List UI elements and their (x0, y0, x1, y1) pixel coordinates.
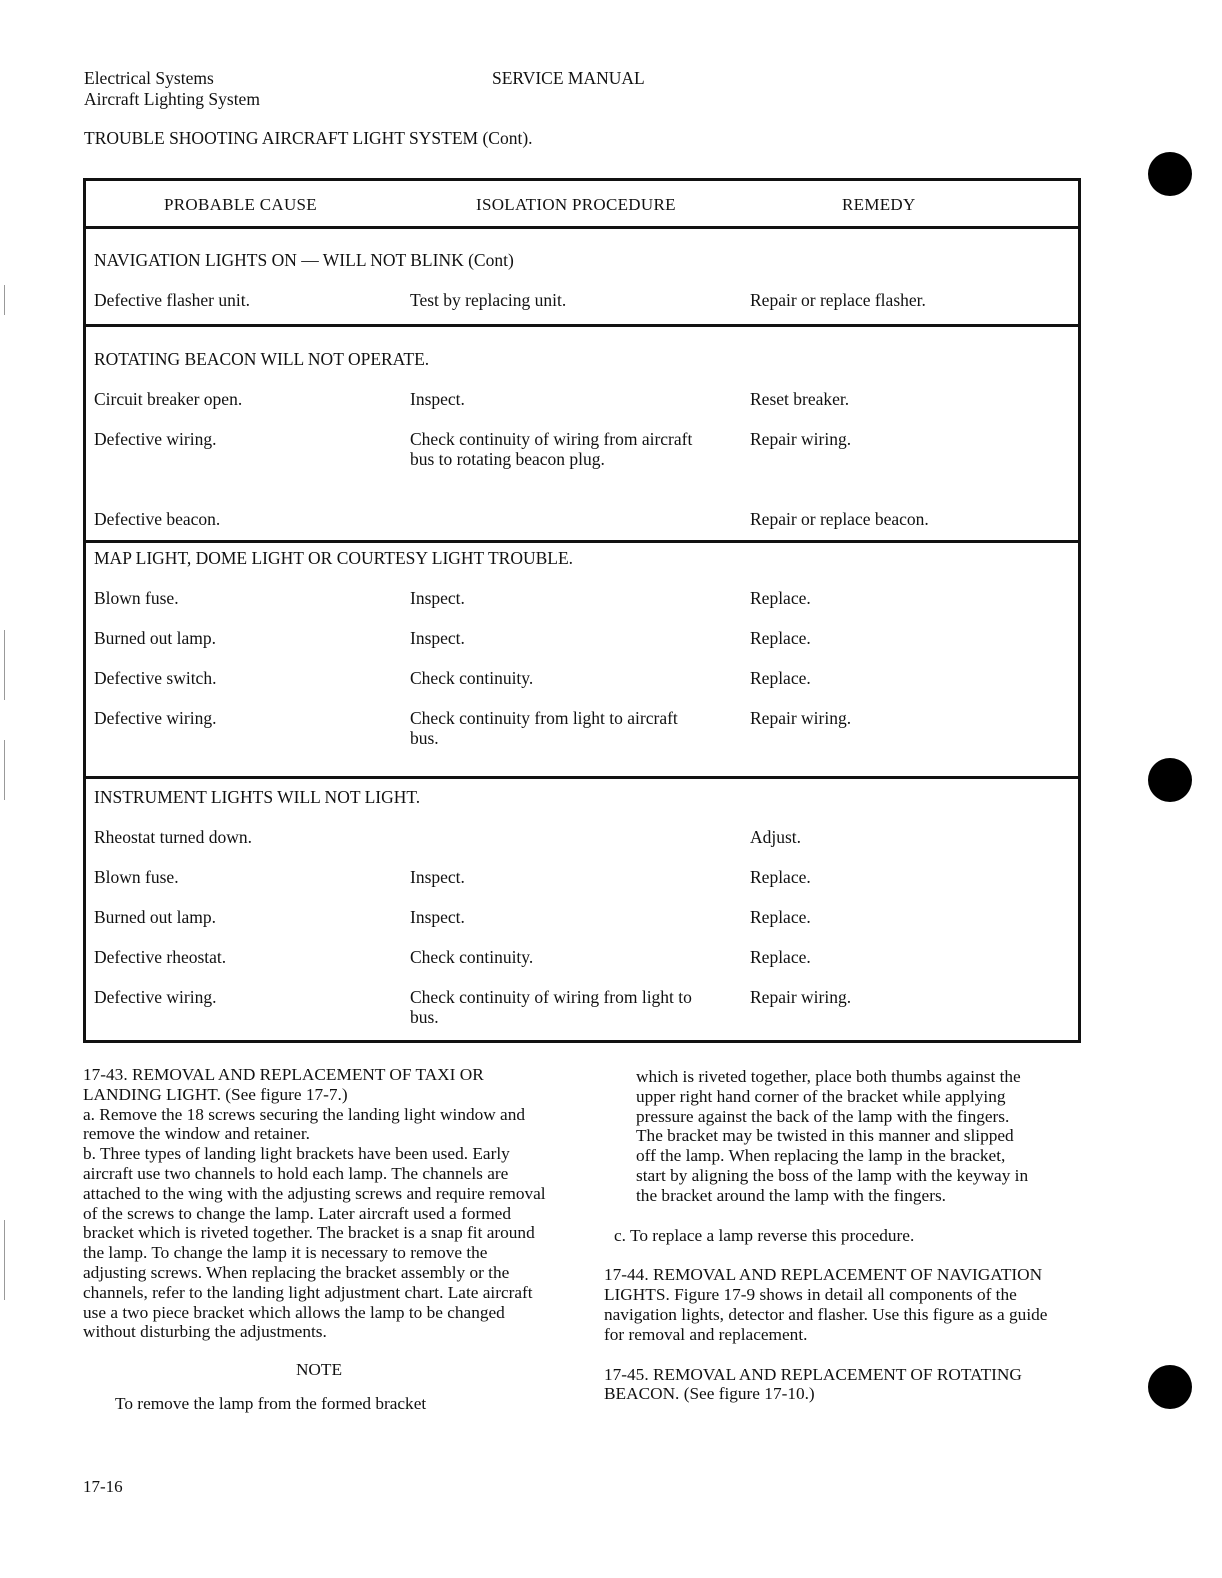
table-cell-cause: Rheostat turned down. (94, 827, 252, 847)
header-left (84, 68, 260, 110)
table-section-title: NAVIGATION LIGHTS ON — WILL NOT BLINK (Cont) (94, 250, 514, 270)
table-cell-remedy: Replace. (750, 628, 811, 648)
section-divider (86, 776, 1078, 779)
note-text-continued: which is riveted together, place both thumbs against the upper right hand corner of the bracket while applying pressure against the back of the lamp with the fingers. The bracket may be twisted in this manner and slipped off the lamp. When replacing the lamp in the bracket, start by aligning the boss of the lamp with the keyway in the bracket around the lamp with the fingers. (636, 1067, 1029, 1205)
table-cell-cause: Blown fuse. (94, 588, 179, 608)
table-cell-procedure: Check continuity. (410, 668, 534, 688)
paragraph-17-44: 17-44. REMOVAL AND REPLACEMENT OF NAVIGATION LIGHTS. Figure 17-9 shows in detail all components of the navigation lights, detector and flasher. Use this figure as a guide for removal and replacement. (604, 1265, 1048, 1344)
table-cell-remedy: Replace. (750, 867, 811, 887)
table-cell-remedy: Repair or replace beacon. (750, 509, 929, 529)
section-title: TROUBLE SHOOTING AIRCRAFT LIGHT SYSTEM (Cont). (84, 128, 533, 148)
table-cell-procedure: Inspect. (410, 628, 465, 648)
table-cell-remedy: Replace. (750, 907, 811, 927)
table-section-title: INSTRUMENT LIGHTS WILL NOT LIGHT. (94, 787, 421, 807)
troubleshooting-table (83, 178, 1081, 1043)
table-cell-cause: Defective flasher unit. (94, 290, 250, 310)
table-cell-cause: Defective rheostat. (94, 947, 227, 967)
table-cell-cause: Circuit breaker open. (94, 389, 243, 409)
header-remedy: REMEDY (842, 195, 916, 214)
header-chapter: Electrical Systems (84, 68, 214, 88)
table-cell-procedure: Inspect. (410, 588, 465, 608)
table-cell-remedy: Replace. (750, 947, 811, 967)
header-isolation-procedure: ISOLATION PROCEDURE (476, 195, 676, 214)
paragraph-17-45: 17-45. REMOVAL AND REPLACEMENT OF ROTATING BEACON. (See figure 17-10.) (604, 1364, 1022, 1404)
punch-hole-middle (1148, 758, 1192, 802)
table-cell-cause: Blown fuse. (94, 867, 179, 887)
header-probable-cause: PROBABLE CAUSE (164, 195, 317, 214)
table-section-title: MAP LIGHT, DOME LIGHT OR COURTESY LIGHT TROUBLE. (94, 548, 574, 568)
table-cell-procedure: Check continuity from light to aircraft bus. (410, 708, 678, 748)
table-cell-procedure: Check continuity of wiring from light to bus. (410, 987, 692, 1027)
table-cell-remedy: Repair or replace flasher. (750, 290, 926, 310)
table-cell-cause: Defective wiring. (94, 708, 217, 728)
table-cell-cause: Burned out lamp. (94, 907, 216, 927)
table-cell-cause: Burned out lamp. (94, 628, 216, 648)
paragraph-17-43-heading: 17-43. REMOVAL AND REPLACEMENT OF TAXI OR LANDING LIGHT. (See figure 17-7.) (83, 1065, 484, 1104)
punch-hole-bottom (1148, 1365, 1192, 1409)
section-divider (86, 324, 1078, 327)
table-cell-cause: Defective switch. (94, 668, 217, 688)
table-header (86, 181, 1078, 229)
section-divider (86, 540, 1078, 543)
table-cell-remedy: Replace. (750, 588, 811, 608)
margin-mark (4, 630, 5, 700)
header-center: SERVICE MANUAL (492, 68, 645, 88)
table-cell-remedy: Repair wiring. (750, 987, 852, 1007)
note-text-start: To remove the lamp from the formed bracket (115, 1393, 427, 1413)
body-right-column (604, 1067, 1066, 1404)
table-cell-procedure: Inspect. (410, 867, 465, 887)
table-section-title: ROTATING BEACON WILL NOT OPERATE. (94, 349, 430, 369)
table-cell-remedy: Repair wiring. (750, 708, 852, 728)
table-cell-remedy: Adjust. (750, 827, 802, 847)
table-cell-cause: Defective wiring. (94, 429, 217, 449)
paragraph-17-43-c: c. To replace a lamp reverse this procedure. (614, 1225, 915, 1245)
table-cell-remedy: Replace. (750, 668, 811, 688)
header-subchapter: Aircraft Lighting System (84, 89, 260, 109)
table-cell-remedy: Repair wiring. (750, 429, 852, 449)
paragraph-17-43-b: b. Three types of landing light brackets have been used. Early aircraft use two channels to hold each lamp. The channels are attached to the wing with the adjusting screws and require removal of the screws to change the lamp. Later aircraft used a formed bracket which is riveted together. The bracket is a snap fit around the lamp. To change the lamp it is necessary to remove the adjusting screws. When replacing the bracket assembly or the channels, refer to the landing light adjustment chart. Late aircraft use a two piece bracket which allows the lamp to be changed without disturbing the adjustments. (83, 1144, 546, 1342)
table-cell-procedure: Check continuity. (410, 947, 534, 967)
margin-mark (4, 1220, 5, 1300)
table-cell-procedure: Inspect. (410, 907, 465, 927)
table-cell-procedure: Check continuity of wiring from aircraft bus to rotating beacon plug. (410, 429, 693, 469)
table-cell-remedy: Reset breaker. (750, 389, 850, 409)
table-cell-procedure: Inspect. (410, 389, 465, 409)
table-cell-cause: Defective beacon. (94, 509, 221, 529)
punch-hole-top (1148, 152, 1192, 196)
margin-mark (4, 740, 5, 800)
page-number: 17-16 (83, 1477, 123, 1496)
table-cell-cause: Defective wiring. (94, 987, 217, 1007)
table-cell-procedure: Test by replacing unit. (410, 290, 567, 310)
paragraph-17-43-a: a. Remove the 18 screws securing the landing light window and remove the window and retainer. (83, 1104, 526, 1144)
note-label: NOTE (295, 1360, 343, 1380)
body-left-column (83, 1065, 555, 1414)
margin-mark (4, 285, 5, 315)
